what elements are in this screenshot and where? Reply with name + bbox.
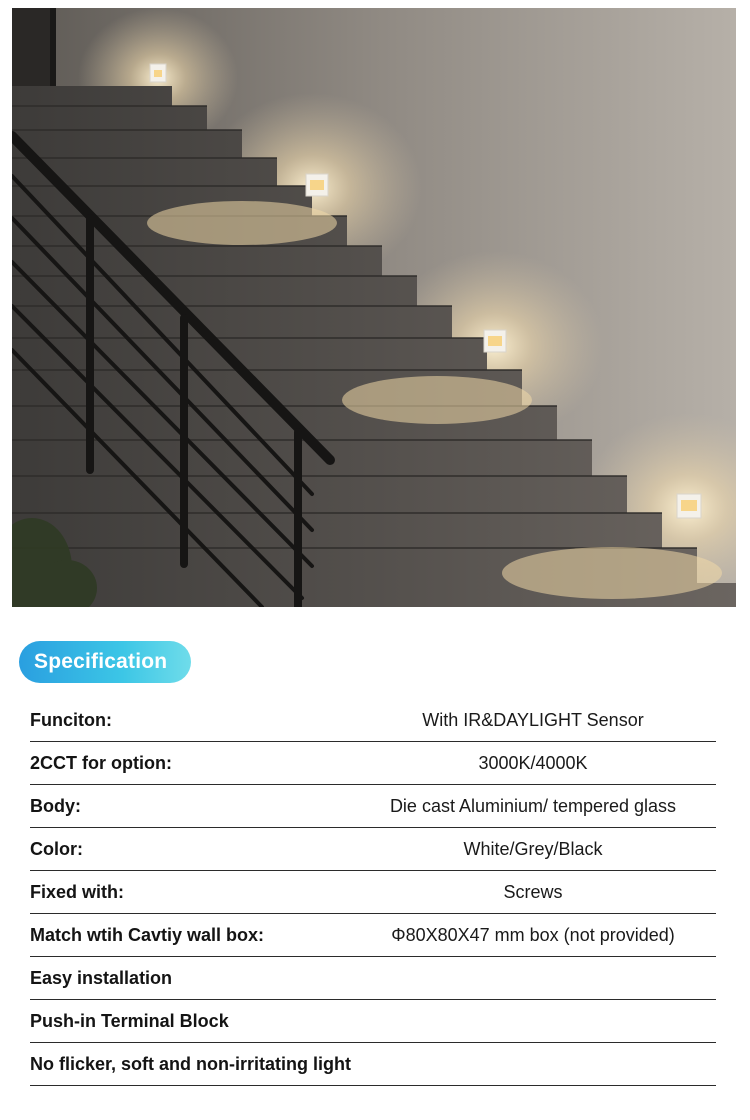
spec-label: Fixed with: [30, 881, 124, 902]
spec-value: Screws [503, 881, 563, 902]
spec-label: 2CCT for option: [30, 752, 172, 773]
spec-label: Push-in Terminal Block [30, 1010, 229, 1031]
spec-label: Easy installation [30, 967, 173, 988]
hero-stair-light-photo [12, 8, 736, 607]
spec-value: Die cast Aluminium/ tempered glass [389, 795, 677, 816]
spec-row-function [30, 700, 716, 742]
spec-value: White/Grey/Black [463, 838, 603, 859]
spec-label: No flicker, soft and non-irritating light [30, 1053, 352, 1074]
spec-row-easy-installation [30, 957, 716, 1000]
spec-value: With IR&DAYLIGHT Sensor [422, 710, 644, 730]
spec-label: Match wtih Cavtiy wall box: [30, 924, 265, 945]
spec-value: Φ80X80X47 mm box (not provided) [391, 924, 675, 945]
spec-row-fixed-with [30, 871, 716, 914]
spec-label: Body: [30, 795, 81, 816]
spec-row-wall-box [30, 914, 716, 957]
spec-row-body [30, 785, 716, 828]
spec-label: Color: [30, 838, 83, 859]
spec-row-no-flicker [30, 1043, 716, 1086]
spec-label: Funciton: [30, 710, 112, 730]
spec-row-color [30, 828, 716, 871]
spec-value: 3000K/4000K [478, 752, 588, 773]
spec-row-terminal-block [30, 1000, 716, 1043]
specification-title: Specification [34, 650, 168, 673]
specification-badge [19, 641, 191, 683]
spec-table [30, 700, 716, 1086]
spec-row-cct [30, 742, 716, 785]
